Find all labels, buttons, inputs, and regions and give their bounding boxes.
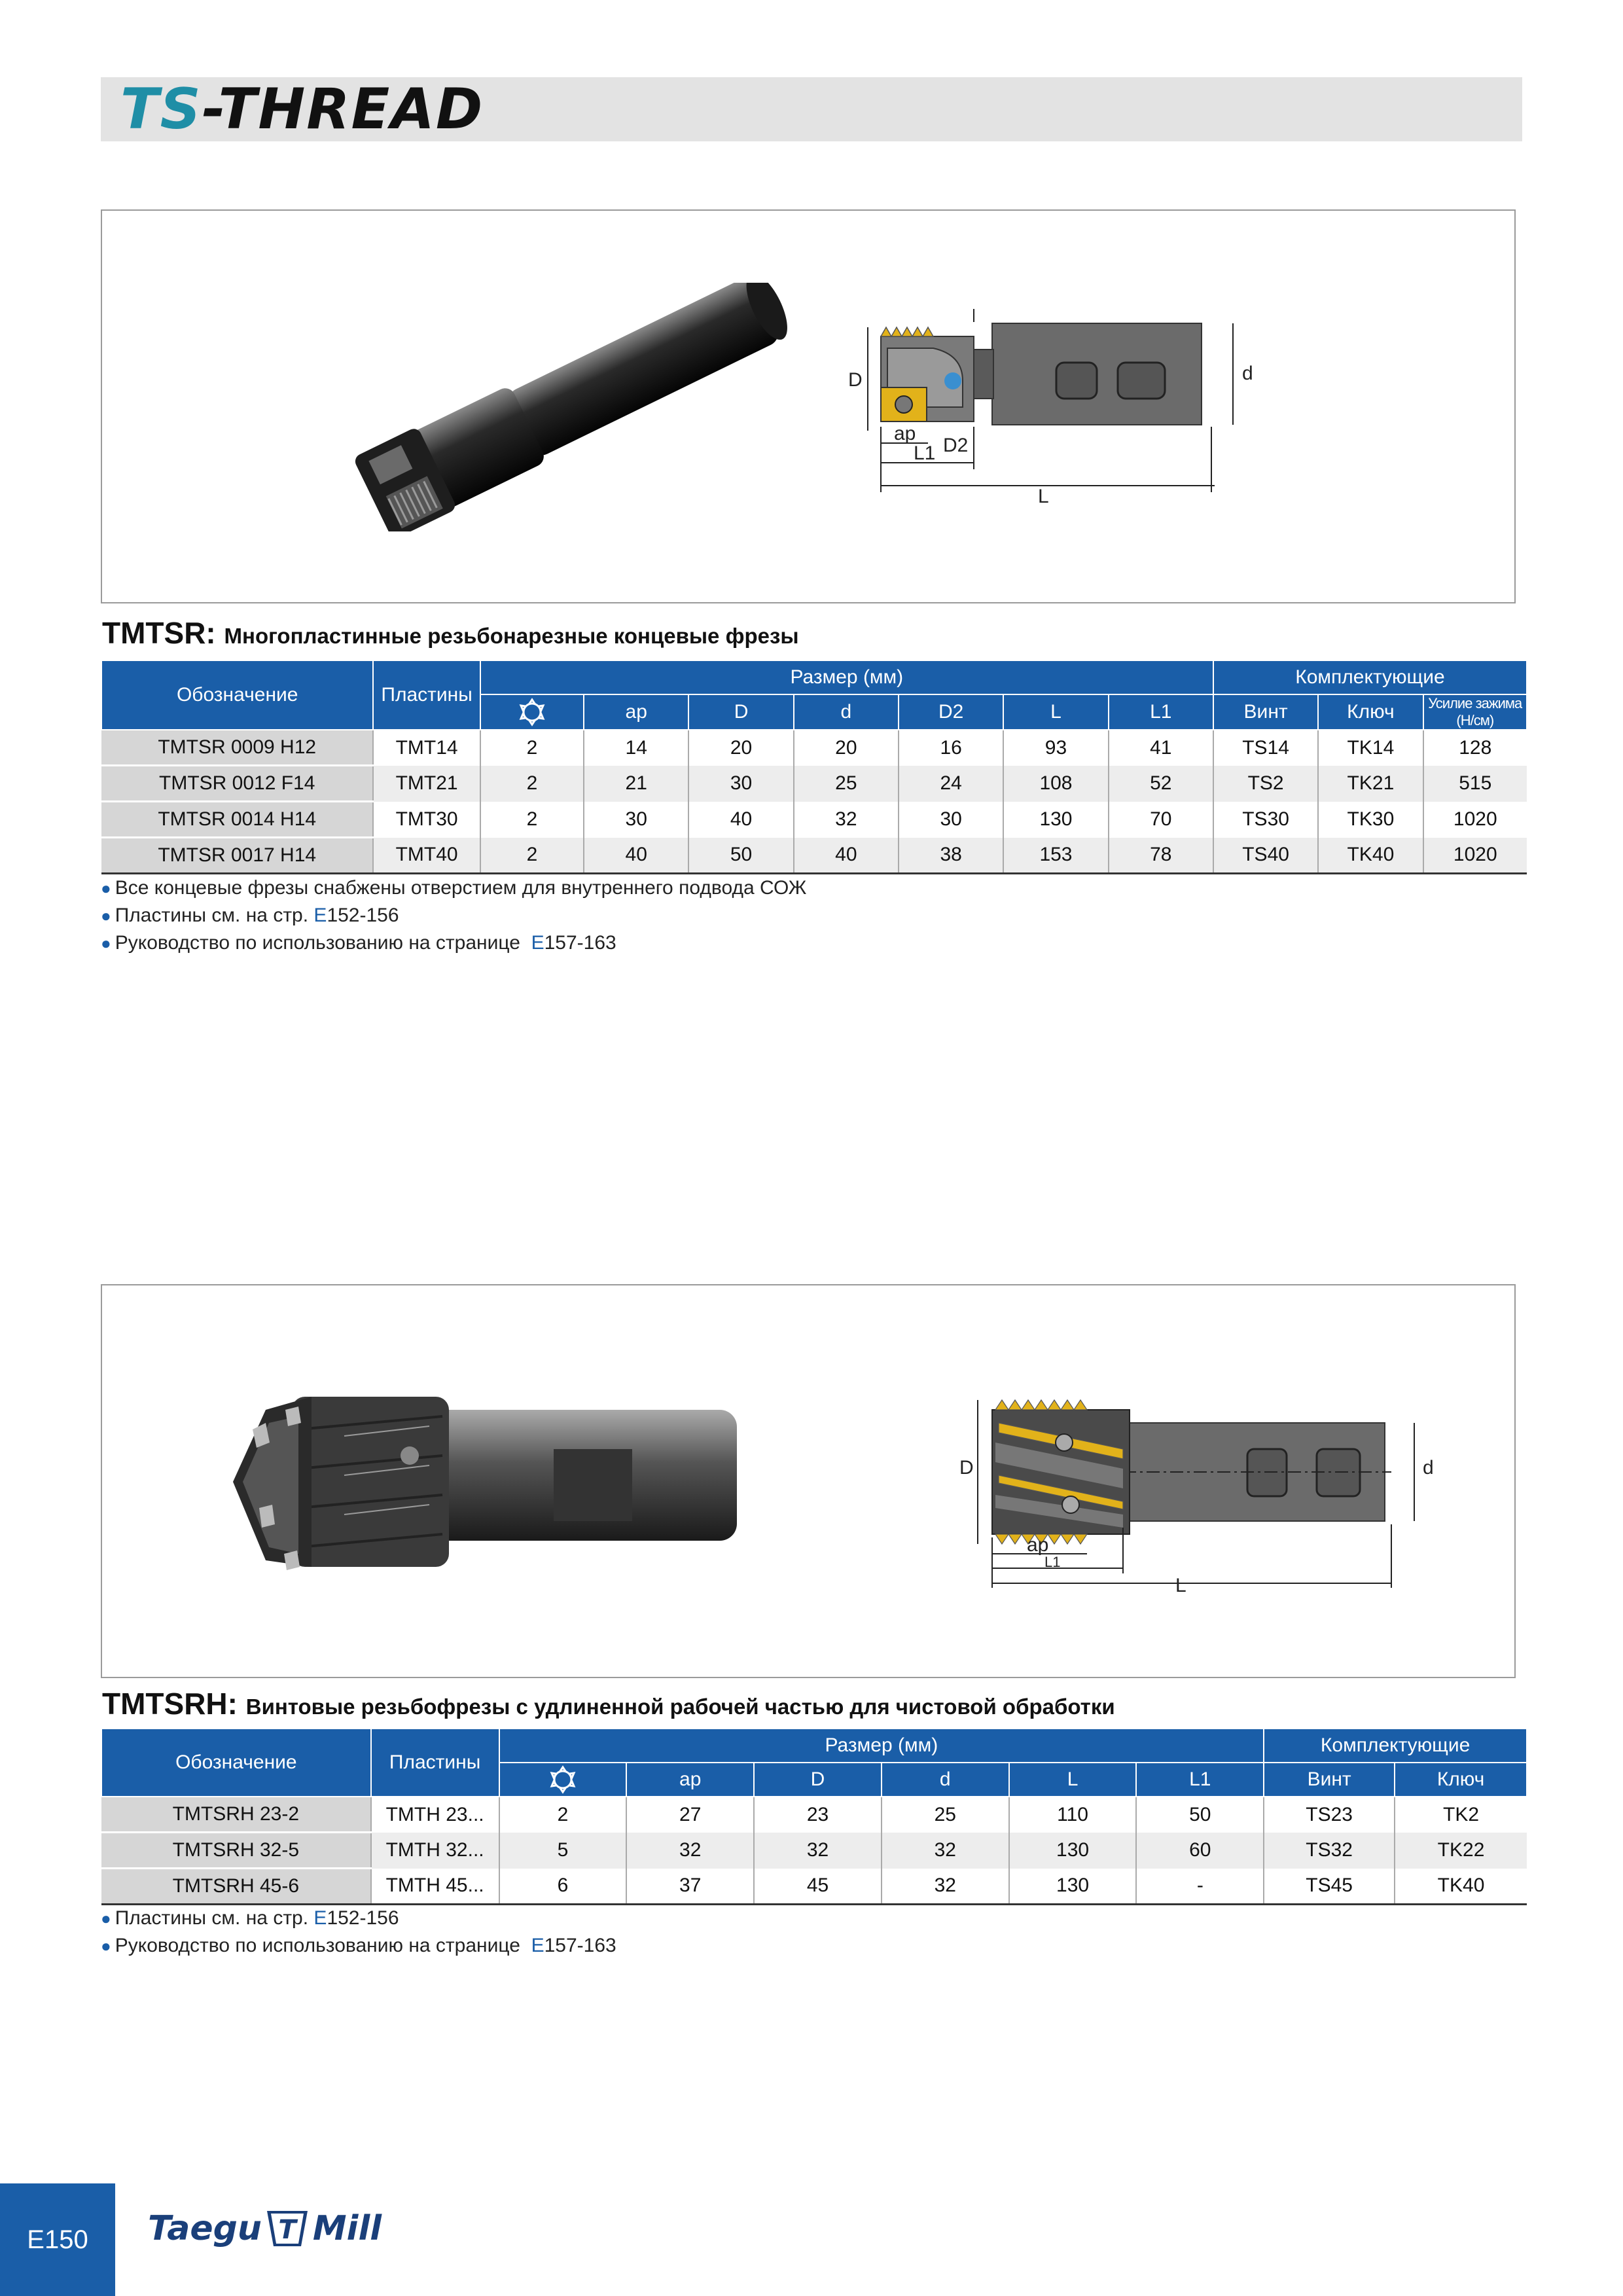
cutting-edge-count-icon <box>548 1765 577 1794</box>
cell-L1: 78 <box>1109 838 1213 874</box>
brand-right-text: Mill <box>312 2209 382 2248</box>
col-d: d <box>794 694 899 730</box>
tmtsr-code: TMTSR: <box>102 616 216 650</box>
table-row <box>101 838 1527 874</box>
cell-ap: 14 <box>584 730 688 766</box>
cell-screw: TS30 <box>1213 802 1318 838</box>
col-cutting-edges <box>480 694 584 730</box>
cell-key: TK22 <box>1395 1833 1527 1869</box>
cell-z: 2 <box>499 1797 627 1833</box>
note-item <box>101 1905 616 1932</box>
note-item <box>101 929 806 957</box>
page-ref-prefix: E <box>313 1907 327 1929</box>
dim-label-D2: D2 <box>943 435 969 456</box>
table-row <box>101 766 1527 802</box>
logo-thread: -THREAD <box>202 77 484 142</box>
cell-D: 20 <box>688 730 793 766</box>
table-row <box>101 802 1527 838</box>
cell-d: 20 <box>794 730 899 766</box>
note-text: Руководство по использованию на странице <box>115 932 531 954</box>
table-row <box>101 1797 1527 1833</box>
note-text: Пластины см. на стр. <box>115 905 314 926</box>
col-L: L <box>1009 1763 1137 1797</box>
dim-label-ap: ap <box>1027 1534 1049 1556</box>
cell-D2: 24 <box>899 766 1003 802</box>
bullet-icon: ● <box>101 1909 111 1928</box>
col-key: Ключ <box>1318 694 1423 730</box>
tmtsr-spec-table <box>101 660 1527 874</box>
cell-screw: TS2 <box>1213 766 1318 802</box>
col-size-group: Размер (мм) <box>499 1729 1264 1763</box>
tmtsrh-spec-table <box>101 1728 1527 1905</box>
dim-label-d: d <box>1242 363 1253 384</box>
cell-torque: 515 <box>1423 766 1527 802</box>
tmtsr-image-frame <box>101 209 1516 603</box>
col-D: D <box>688 694 793 730</box>
tmtsr-notes <box>101 874 806 957</box>
tmtsrh-image-frame <box>101 1284 1516 1678</box>
cell-insert: TMTH 23... <box>371 1797 499 1833</box>
cell-key: TK40 <box>1395 1869 1527 1905</box>
cell-z: 5 <box>499 1833 627 1869</box>
cell-D: 40 <box>688 802 793 838</box>
cell-L: 130 <box>1003 802 1108 838</box>
cutting-edge-count-icon <box>518 698 546 726</box>
cell-d: 32 <box>794 802 899 838</box>
dim-label-d: d <box>1423 1457 1434 1479</box>
cell-d: 25 <box>882 1797 1009 1833</box>
cell-insert: TMT40 <box>373 838 480 874</box>
dim-label-D: D <box>848 369 863 391</box>
bullet-icon: ● <box>101 1936 111 1956</box>
tmtsrh-notes <box>101 1905 616 1960</box>
table-row <box>101 730 1527 766</box>
col-D: D <box>754 1763 882 1797</box>
col-L: L <box>1003 694 1108 730</box>
page-ref-prefix: E <box>313 905 327 926</box>
col-torque: Усилие зажима (Н/см) <box>1423 694 1527 730</box>
cell-screw: TS40 <box>1213 838 1318 874</box>
cell-L1: 70 <box>1109 802 1213 838</box>
col-D2: D2 <box>899 694 1003 730</box>
cell-screw: TS45 <box>1264 1869 1395 1905</box>
cell-z: 2 <box>480 766 584 802</box>
page-ref-prefix: E <box>531 1935 544 1956</box>
cell-L: 153 <box>1003 838 1108 874</box>
brand-t-badge-icon <box>264 2208 310 2249</box>
col-accessories-group: Комплектующие <box>1213 660 1527 694</box>
cell-ap: 37 <box>626 1869 754 1905</box>
cell-ap: 21 <box>584 766 688 802</box>
page-number: E150 <box>27 2225 88 2254</box>
col-ap: ap <box>626 1763 754 1797</box>
cell-key: TK40 <box>1318 838 1423 874</box>
page-ref-prefix: E <box>531 932 544 954</box>
cell-d: 32 <box>882 1869 1009 1905</box>
dim-label-D: D <box>959 1457 974 1479</box>
cell-insert: TMT30 <box>373 802 480 838</box>
brand-left-text: Taegu <box>148 2209 262 2248</box>
page-ref: 152-156 <box>327 905 399 926</box>
cell-designation: TMTSR 0012 F14 <box>101 766 373 802</box>
ts-thread-logo <box>120 77 484 141</box>
cell-insert: TMT14 <box>373 730 480 766</box>
cell-D2: 30 <box>899 802 1003 838</box>
col-inserts: Пластины <box>371 1729 499 1797</box>
cell-ap: 40 <box>584 838 688 874</box>
col-screw: Винт <box>1213 694 1318 730</box>
col-inserts: Пластины <box>373 660 480 730</box>
tmtsrh-section-title <box>102 1686 1115 1721</box>
page-ref: 157-163 <box>544 932 616 954</box>
tmtsrh-description: Винтовые резьбофрезы с удлиненной рабочей частью для чистовой обработки <box>245 1695 1115 1719</box>
cell-z: 2 <box>480 802 584 838</box>
cell-d: 32 <box>882 1833 1009 1869</box>
col-L1: L1 <box>1109 694 1213 730</box>
page-ref: 157-163 <box>544 1935 616 1956</box>
page-number-tab <box>0 2183 115 2296</box>
cell-L: 93 <box>1003 730 1108 766</box>
col-L1: L1 <box>1136 1763 1264 1797</box>
dim-label-L: L <box>1175 1575 1186 1593</box>
cell-L: 110 <box>1009 1797 1137 1833</box>
cell-d: 25 <box>794 766 899 802</box>
page-ref: 152-156 <box>327 1907 399 1929</box>
cell-key: TK21 <box>1318 766 1423 802</box>
cell-designation: TMTSRH 23-2 <box>101 1797 371 1833</box>
cell-torque: 1020 <box>1423 838 1527 874</box>
note-item <box>101 874 806 902</box>
cell-screw: TS32 <box>1264 1833 1395 1869</box>
cell-D: 45 <box>754 1869 882 1905</box>
cell-insert: TMT21 <box>373 766 480 802</box>
cell-z: 2 <box>480 838 584 874</box>
cell-D: 50 <box>688 838 793 874</box>
tmtsrh-technical-drawing <box>933 1397 1457 1593</box>
cell-D2: 16 <box>899 730 1003 766</box>
tmtsr-section-title <box>102 615 799 651</box>
dim-label-L1: L1 <box>914 442 936 464</box>
cell-D: 32 <box>754 1833 882 1869</box>
col-cutting-edges <box>499 1763 627 1797</box>
cell-L1: 52 <box>1109 766 1213 802</box>
cell-L1: 50 <box>1136 1797 1264 1833</box>
col-screw: Винт <box>1264 1763 1395 1797</box>
cell-L1: - <box>1136 1869 1264 1905</box>
cell-key: TK30 <box>1318 802 1423 838</box>
brand-badge-letter: T <box>278 2215 296 2245</box>
dim-label-ap: ap <box>894 423 916 444</box>
cell-designation: TMTSRH 45-6 <box>101 1869 371 1905</box>
cell-insert: TMTH 32... <box>371 1833 499 1869</box>
note-text: Все концевые фрезы снабжены отверстием для внутреннего подвода СОЖ <box>115 877 807 899</box>
cell-L1: 41 <box>1109 730 1213 766</box>
cell-L: 130 <box>1009 1833 1137 1869</box>
col-ap: ap <box>584 694 688 730</box>
cell-designation: TMTSRH 32-5 <box>101 1833 371 1869</box>
cell-key: TK14 <box>1318 730 1423 766</box>
tmtsr-description: Многопластинные резьбонарезные концевые фрезы <box>224 624 799 648</box>
cell-D: 30 <box>688 766 793 802</box>
dim-label-L: L <box>1038 486 1049 507</box>
bullet-icon: ● <box>101 878 111 898</box>
cell-insert: TMTH 45... <box>371 1869 499 1905</box>
cell-designation: TMTSR 0014 H14 <box>101 802 373 838</box>
table-row <box>101 1833 1527 1869</box>
cell-L: 130 <box>1009 1869 1137 1905</box>
cell-ap: 30 <box>584 802 688 838</box>
cell-torque: 128 <box>1423 730 1527 766</box>
tmtsr-technical-drawing <box>822 309 1411 531</box>
tmtsrh-product-photo <box>213 1371 757 1593</box>
dim-label-L1: L1 <box>1044 1554 1061 1570</box>
header-band <box>101 77 1522 141</box>
cell-z: 2 <box>480 730 584 766</box>
cell-L: 108 <box>1003 766 1108 802</box>
note-item <box>101 902 806 929</box>
col-key: Ключ <box>1395 1763 1527 1797</box>
cell-D: 23 <box>754 1797 882 1833</box>
cell-screw: TS14 <box>1213 730 1318 766</box>
cell-z: 6 <box>499 1869 627 1905</box>
bullet-icon: ● <box>101 906 111 925</box>
cell-ap: 27 <box>626 1797 754 1833</box>
note-item <box>101 1932 616 1960</box>
tmtsrh-code: TMTSRH: <box>102 1687 238 1721</box>
col-designation: Обозначение <box>101 1729 371 1797</box>
cell-screw: TS23 <box>1264 1797 1395 1833</box>
cell-designation: TMTSR 0009 H12 <box>101 730 373 766</box>
col-designation: Обозначение <box>101 660 373 730</box>
cell-ap: 32 <box>626 1833 754 1869</box>
tmtsr-product-photo <box>292 283 815 531</box>
note-text: Руководство по использованию на странице <box>115 1935 531 1956</box>
table-row <box>101 1869 1527 1905</box>
logo-ts: TS <box>120 77 202 142</box>
col-d: d <box>882 1763 1009 1797</box>
taegutec-mill-logo <box>148 2206 382 2251</box>
col-size-group: Размер (мм) <box>480 660 1213 694</box>
cell-designation: TMTSR 0017 H14 <box>101 838 373 874</box>
cell-d: 40 <box>794 838 899 874</box>
cell-L1: 60 <box>1136 1833 1264 1869</box>
note-text: Пластины см. на стр. <box>115 1907 314 1929</box>
cell-key: TK2 <box>1395 1797 1527 1833</box>
col-accessories-group: Комплектующие <box>1264 1729 1527 1763</box>
cell-D2: 38 <box>899 838 1003 874</box>
cell-torque: 1020 <box>1423 802 1527 838</box>
bullet-icon: ● <box>101 933 111 953</box>
